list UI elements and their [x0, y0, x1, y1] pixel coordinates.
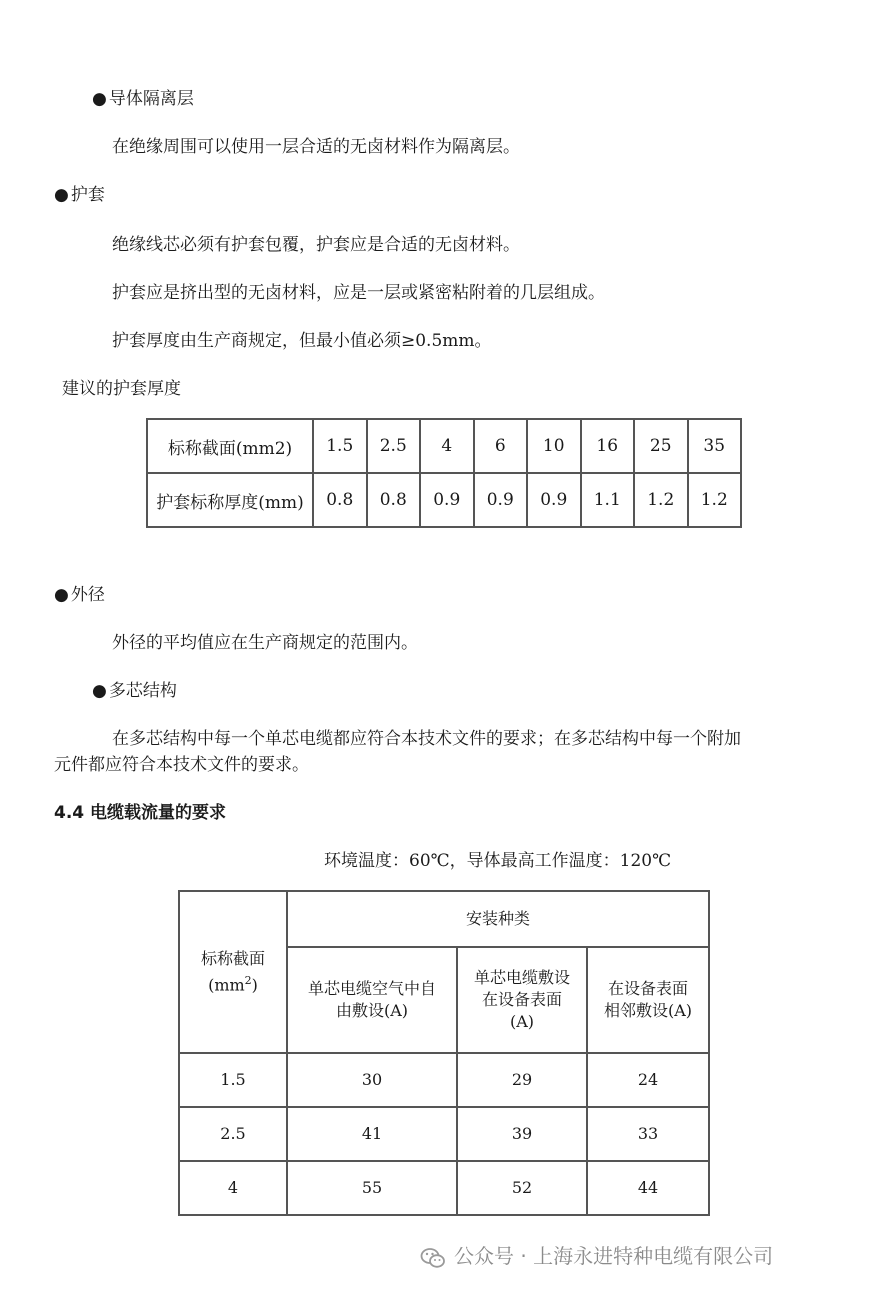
table-cell: 41 [287, 1107, 457, 1161]
table-cell: 35 [688, 419, 742, 473]
table-cell: 55 [287, 1161, 457, 1215]
table-cell: 16 [581, 419, 635, 473]
row-header-thickness: 护套标称厚度(mm) [147, 473, 313, 527]
heading-conductor-separator: ● 导体隔离层 [92, 84, 194, 109]
table-cell: 29 [457, 1053, 587, 1107]
row-header-section: 标称截面(mm2) [147, 419, 313, 473]
table-cell: 4 [179, 1161, 287, 1215]
table-cell: 0.8 [313, 473, 367, 527]
current-capacity-table [178, 890, 710, 1216]
table-row [147, 419, 741, 473]
table-cell: 0.9 [474, 473, 528, 527]
paragraph-sheath-1: 绝缘线芯必须有护套包覆，护套应是合适的无卤材料。 [112, 235, 520, 255]
paragraph-multicore-line1: 在多芯结构中每一个单芯电缆都应符合本技术文件的要求；在多芯结构中每一个附加 [112, 729, 741, 749]
table-cell: 4 [420, 419, 474, 473]
table-cell: 2.5 [179, 1107, 287, 1161]
paragraph-multicore-line2: 元件都应符合本技术文件的要求。 [54, 755, 309, 775]
sub-header-adjacent: 在设备表面 相邻敷设(A) [587, 947, 709, 1053]
sub-header-on-surface: 单芯电缆敷设 在设备表面 (A) [457, 947, 587, 1053]
col-header-section-line1: 标称截面 [200, 948, 265, 968]
table-row [179, 1107, 709, 1161]
table-cell: 0.8 [367, 473, 421, 527]
col-header-section [179, 891, 287, 1053]
table-cell: 0.9 [527, 473, 581, 527]
group-header-install-type: 安装种类 [287, 891, 709, 947]
table-cell: 39 [457, 1107, 587, 1161]
table-cell: 10 [527, 419, 581, 473]
table-cell: 30 [287, 1053, 457, 1107]
sub-header-free-air: 单芯电缆空气中自 由敷设(A) [287, 947, 457, 1053]
sheath-thickness-table [146, 418, 742, 528]
table-row [179, 891, 709, 947]
table-cell: 6 [474, 419, 528, 473]
table-cell: 1.2 [688, 473, 742, 527]
section-heading-4-4: 4.4 电缆载流量的要求 [54, 803, 227, 823]
table-row [179, 1053, 709, 1107]
table-cell: 0.9 [420, 473, 474, 527]
table-cell: 1.5 [313, 419, 367, 473]
table-cell: 1.2 [634, 473, 688, 527]
paragraph-outer-diameter: 外径的平均值应在生产商规定的范围内。 [112, 633, 418, 653]
caption-sheath-thickness: 建议的护套厚度 [62, 379, 181, 399]
table-cell: 25 [634, 419, 688, 473]
table-cell: 24 [587, 1053, 709, 1107]
table-cell: 44 [587, 1161, 709, 1215]
table-cell: 1.1 [581, 473, 635, 527]
wechat-icon [420, 1245, 446, 1271]
table-cell: 1.5 [179, 1053, 287, 1107]
condition-note: 环境温度：60℃，导体最高工作温度：120℃ [324, 851, 672, 871]
paragraph-sheath-2: 护套应是挤出型的无卤材料，应是一层或紧密粘附着的几层组成。 [112, 283, 605, 303]
heading-sheath: ● 护套 [54, 180, 105, 205]
table-cell: 52 [457, 1161, 587, 1215]
paragraph-sheath-3: 护套厚度由生产商规定，但最小值必须≥0.5mm。 [112, 331, 492, 351]
table-cell: 2.5 [367, 419, 421, 473]
col-header-section-line2: $(mm^2)$ [208, 973, 258, 995]
table-row [179, 1161, 709, 1215]
watermark: 公众号 · 上海永进特种电缆有限公司 [420, 1240, 773, 1271]
table-cell: 33 [587, 1107, 709, 1161]
paragraph-separator: 在绝缘周围可以使用一层合适的无卤材料作为隔离层。 [112, 137, 520, 157]
table-row [147, 473, 741, 527]
heading-multicore: ● 多芯结构 [92, 676, 177, 701]
heading-outer-diameter: ● 外径 [54, 580, 105, 605]
